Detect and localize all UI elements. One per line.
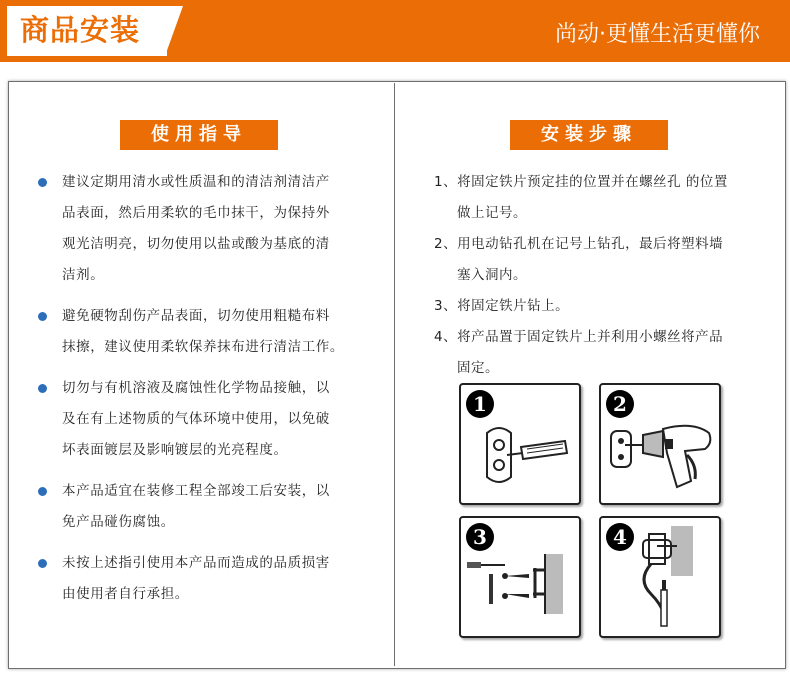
guide-item-line: 抹擦，建议使用柔软保养抹布进行清洁工作。 <box>62 339 344 355</box>
screw-plate-icon <box>461 518 579 636</box>
guide-item-line: 品表面，然后用柔软的毛巾抹干，为保持外 <box>62 205 330 221</box>
install-step <box>434 167 764 229</box>
step-image-2 <box>599 383 721 505</box>
install-step <box>434 322 764 384</box>
guide-item-line: 免产品碰伤腐蚀。 <box>62 514 175 530</box>
install-step-line: 塞入洞内。 <box>457 267 527 283</box>
slogan: 尚动·更懂生活更懂你 <box>555 22 760 47</box>
install-step-line: 3、将固定铁片钻上。 <box>434 298 570 314</box>
bullet-dot-icon <box>38 559 47 568</box>
install-steps <box>434 167 764 384</box>
guide-heading: 使用指导 <box>120 120 278 150</box>
guide-item-line: 及在有上述物质的气体环境中使用，以免破 <box>62 411 330 427</box>
guide-item-line: 未按上述指引使用本产品而造成的品质损害 <box>62 555 330 571</box>
column-divider <box>394 83 395 666</box>
guide-item-line: 洁剂。 <box>62 267 105 283</box>
guide-item-line: 切勿与有机溶液及腐蚀性化学物品接触，以 <box>62 380 330 396</box>
step-image-4 <box>599 516 721 638</box>
install-step-line: 1、将固定铁片预定挂的位置并在螺丝孔 的位置 <box>434 174 728 190</box>
guide-item <box>38 548 368 610</box>
guide-item <box>38 167 368 291</box>
guide-item <box>38 476 368 538</box>
install-step-line: 固定。 <box>457 360 499 376</box>
step-number-3: 3 <box>473 525 487 549</box>
step-image-3 <box>459 516 581 638</box>
install-step-line: 2、用电动钻孔机在记号上钻孔，最后将塑料墙 <box>434 236 724 252</box>
guide-item <box>38 301 368 363</box>
guide-item-line: 避免硬物刮伤产品表面，切勿使用粗糙布料 <box>62 308 330 324</box>
bullet-dot-icon <box>38 312 47 321</box>
guide-item <box>38 373 368 466</box>
guide-item-line: 坏表面镀层及影响镀层的光亮程度。 <box>62 442 288 458</box>
drill-icon <box>601 385 719 503</box>
bullet-dot-icon <box>38 487 47 496</box>
mark-holes-icon <box>461 385 579 503</box>
step-number-4: 4 <box>613 525 627 549</box>
install-heading: 安装步骤 <box>510 120 668 150</box>
guide-item-line: 建议定期用清水或性质温和的清洁剂清洁产 <box>62 174 330 190</box>
guide-list <box>38 167 368 620</box>
bullet-dot-icon <box>38 384 47 393</box>
title-notch <box>165 6 183 56</box>
guide-item-line: 由使用者自行承担。 <box>62 586 189 602</box>
install-step-line: 4、将产品置于固定铁片上并利用小螺丝将产品 <box>434 329 724 345</box>
guide-item-line: 观光洁明亮，切勿使用以盐或酸为基底的清 <box>62 236 330 252</box>
step-number-1: 1 <box>473 392 487 416</box>
page-title: 商品安装 <box>20 13 141 47</box>
step-number-2: 2 <box>613 392 627 416</box>
install-step <box>434 229 764 291</box>
install-step-line: 做上记号。 <box>457 205 527 221</box>
header-banner <box>0 0 790 62</box>
install-step <box>434 291 764 322</box>
bullet-dot-icon <box>38 178 47 187</box>
guide-item-line: 本产品适宜在装修工程全部竣工后安装，以 <box>62 483 330 499</box>
step-image-1 <box>459 383 581 505</box>
mount-product-icon <box>601 518 719 636</box>
